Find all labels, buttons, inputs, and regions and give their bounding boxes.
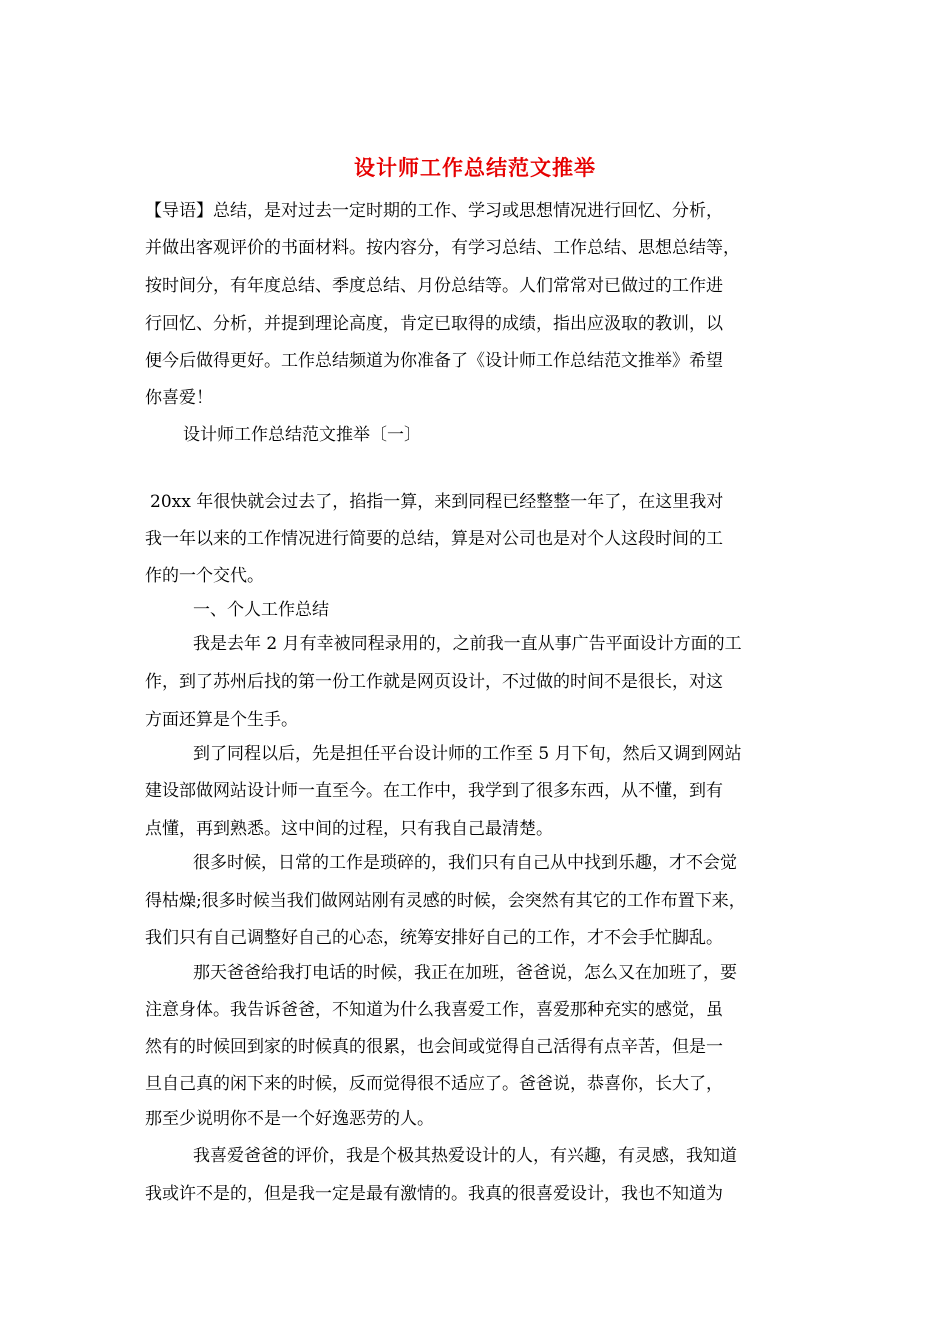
- paragraph-line: 我是去年 2 月有幸被同程录用的，之前我一直从事广告平面设计方面的工: [193, 634, 742, 654]
- intro-line: 行回忆、分析，并提到理论高度，肯定已取得的成绩，指出应汲取的教训，以: [145, 314, 723, 334]
- paragraph-line: 注意身体。我告诉爸爸，不知道为什么我喜爱工作，喜爱那种充实的感觉，虽: [145, 1000, 723, 1020]
- intro-line: 【导语】总结，是对过去一定时期的工作、学习或思想情况进行回忆、分析，: [145, 201, 723, 221]
- paragraph-line: 然有的时候回到家的时候真的很累，也会间或觉得自己活得有点辛苦，但是一: [145, 1037, 723, 1057]
- paragraph-line: 作的一个交代。: [145, 566, 264, 586]
- paragraph-line: 到了同程以后，先是担任平台设计师的工作至 5 月下旬，然后又调到网站: [193, 744, 742, 764]
- paragraph-line: 旦自己真的闲下来的时候，反而觉得很不适应了。爸爸说，恭喜你，长大了，: [145, 1074, 723, 1094]
- paragraph-line: 很多时候，日常的工作是琐碎的，我们只有自己从中找到乐趣，才不会觉: [193, 853, 737, 873]
- intro-line: 你喜爱！: [145, 388, 213, 408]
- paragraph-line: 我一年以来的工作情况进行简要的总结，算是对公司也是对个人这段时间的工: [145, 529, 723, 549]
- document-title: 设计师工作总结范文推举: [354, 155, 596, 180]
- section-heading: 一、个人工作总结: [193, 600, 329, 620]
- paragraph-line: 20xx 年很快就会过去了，掐指一算，来到同程已经整整一年了，在这里我对: [150, 492, 724, 512]
- paragraph-line: 得枯燥;很多时候当我们做网站刚有灵感的时候，会突然有其它的工作布置下来，: [145, 891, 746, 911]
- intro-line: 并做出客观评价的书面材料。按内容分，有学习总结、工作总结、思想总结等，: [145, 238, 740, 258]
- paragraph-line: 那天爸爸给我打电话的时候，我正在加班，爸爸说，怎么又在加班了，要: [193, 963, 737, 983]
- section-subtitle: 设计师工作总结范文推举〔一〕: [183, 425, 421, 445]
- intro-line: 按时间分，有年度总结、季度总结、月份总结等。人们常常对已做过的工作进: [145, 276, 723, 296]
- paragraph-line: 我们只有自己调整好自己的心态，统筹安排好自己的工作，才不会手忙脚乱。: [145, 928, 723, 948]
- paragraph-line: 方面还算是个生手。: [145, 710, 298, 730]
- paragraph-line: 作，到了苏州后找的第一份工作就是网页设计，不过做的时间不是很长，对这: [145, 672, 723, 692]
- paragraph-line: 点懂，再到熟悉。这中间的过程，只有我自己最清楚。: [145, 819, 553, 839]
- paragraph-line: 建设部做网站设计师一直至今。在工作中，我学到了很多东西，从不懂，到有: [145, 781, 723, 801]
- paragraph-line: 我喜爱爸爸的评价，我是个极其热爱设计的人，有兴趣，有灵感，我知道: [193, 1146, 737, 1166]
- paragraph-line: 我或许不是的，但是我一定是最有激情的。我真的很喜爱设计，我也不知道为: [145, 1184, 723, 1204]
- paragraph-line: 那至少说明你不是一个好逸恶劳的人。: [145, 1109, 434, 1129]
- intro-line: 便今后做得更好。工作总结频道为你准备了《设计师工作总结范文推举》希望: [145, 351, 723, 371]
